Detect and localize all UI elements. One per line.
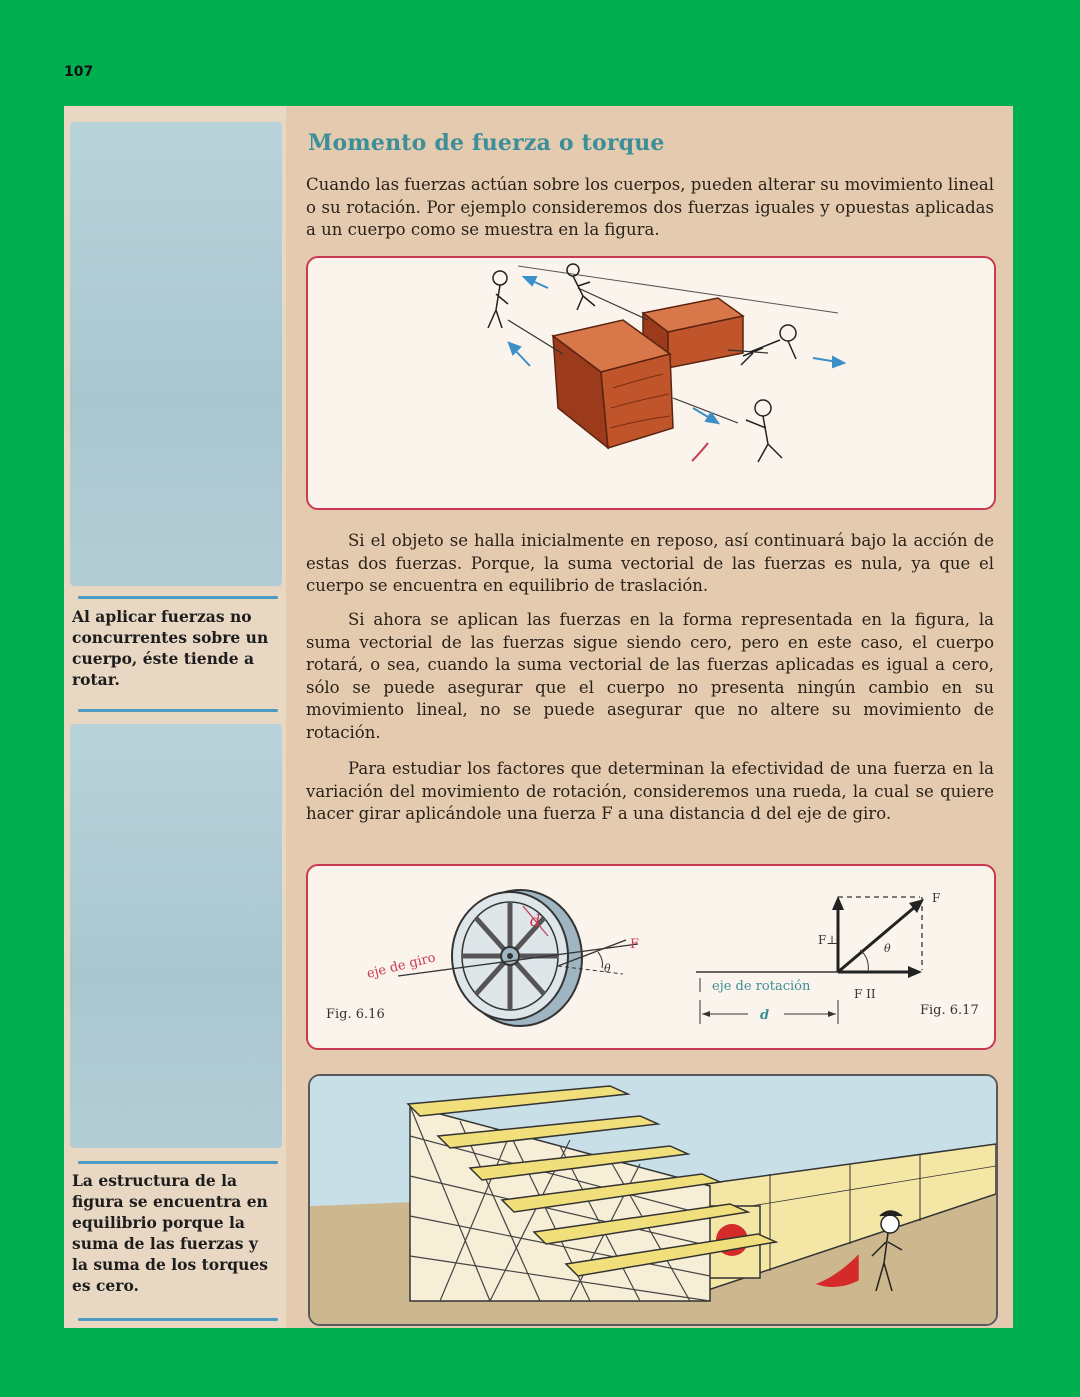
fig-6-16-caption: Fig. 6.16 [326,1007,385,1022]
sidebar-note-forces: Al aplicar fuerzas no concurrentes sobre un cuerpo, éste tiende a rotar. [72,607,269,689]
sidebar [64,106,286,1328]
man-pulling-top [567,264,595,310]
man-pulling-left [488,271,508,328]
paragraph-wheel: Para estudiar los factores que determinan la efectividad de una fuerza en la variación del movimiento de rotación, consideremos una rueda, la cual se quiere hacer girar aplicándole una fuerza F a una distancia d del eje de giro. [306,759,994,823]
sidebar-rule [78,596,278,599]
wheel-drawing [452,890,582,1026]
wheel-theta-label: θ [604,962,611,975]
vector-F-perp-label: F⊥ [818,933,838,947]
vector-theta-label: θ [884,942,891,955]
sidebar-rule [78,709,278,712]
vector-F-parallel-label: F II [854,987,876,1001]
sidebar-blue-panel-top [70,122,282,586]
paragraph-rotation: Si ahora se aplican las fuerzas en la forma representada en la figura, la suma vectorial de las fuerzas sigue siendo cero, pero en este caso, el cuerpo rotará, o sea, cuando la suma vectorial de las fuerzas aplicadas es igual a cero, sólo se puede asegurar que el cuerpo no presenta ningún cambio en su movimiento lineal, no se puede asegurar que no altere su movimiento de rotación. [306,610,994,742]
man-pulling-right [741,325,796,365]
wheel-d-label: d [530,911,541,930]
figure-bullring-stands [308,1074,998,1326]
section-title: Momento de fuerza o torque [308,130,665,156]
sidebar-rule [78,1161,278,1164]
sidebar-blue-panel-middle [70,724,282,1148]
man-pulling-bottom [746,400,782,462]
fig-6-17-caption: Fig. 6.17 [920,1003,979,1018]
sidebar-rule [78,1318,278,1321]
figure-blocks-pulled [306,256,996,510]
main-column [306,106,996,1328]
paragraph-rest: Si el objeto se halla inicialmente en reposo, así continuará bajo la acción de estas dos fuerzas. Porque, la suma vectorial de las fuerzas es nula, ya que el cuerpo se encuentra en equilibrio de traslación. [306,531,994,595]
wheel-axis-label: eje de giro [365,950,438,982]
wheel-F-label: F [630,937,640,952]
figure-wheel-and-vectors [306,864,996,1050]
textbook-page [64,106,1013,1328]
vector-F-label: F [932,891,941,905]
sidebar-note-equilibrium: La estructura de la figura se encuentra en equilibrio porque la suma de las fuerzas y la suma de los torques es cero. [72,1171,268,1295]
rotation-axis-label: eje de rotación [712,979,811,994]
vector-d-label: d [760,1008,770,1023]
wheel-vector-diagram [308,866,994,1048]
blocks-illustration [308,258,994,508]
paragraph-intro: Cuando las fuerzas actúan sobre los cuerpos, pueden alterar su movimiento lineal o su rotación. Por ejemplo consideremos dos fuerzas iguales y opuestas aplicadas a un cuerpo como se muestra en la figura. [306,175,994,239]
bullring-illustration [310,1076,996,1324]
vector-diagram [696,896,924,1024]
page-number: 107 [64,64,94,80]
